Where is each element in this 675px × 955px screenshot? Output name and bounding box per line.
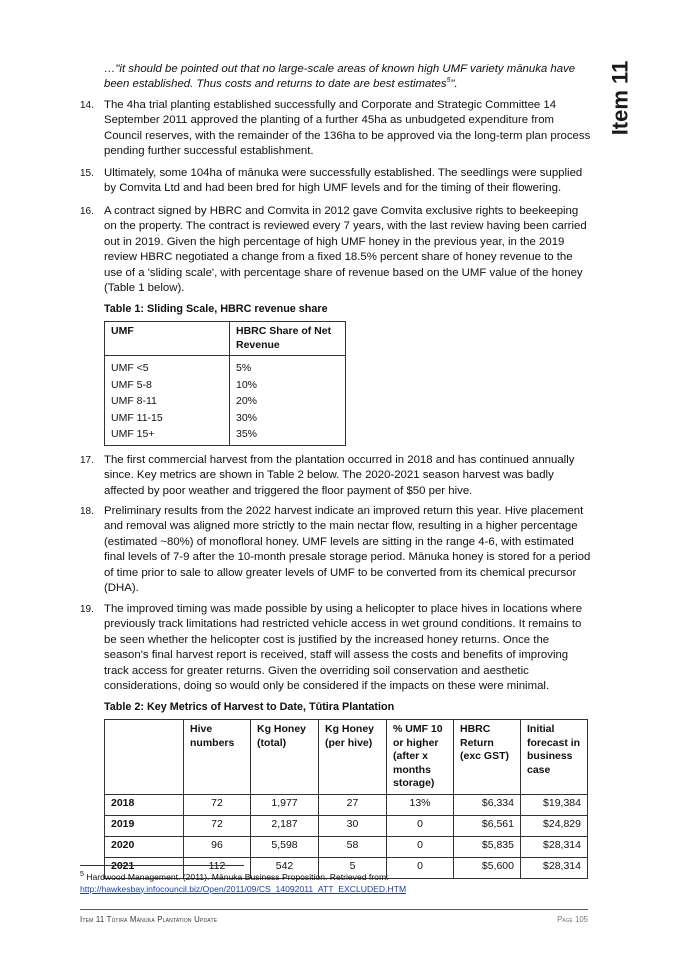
table-header-cell: HBRC Share of Net Revenue — [230, 322, 346, 356]
table-cell: 10% — [230, 378, 346, 395]
paragraph-number: 16. — [80, 206, 94, 217]
table-row — [105, 378, 346, 395]
table-cell: 1,977 — [251, 794, 319, 815]
table-cell: $6,334 — [454, 794, 521, 815]
table-cell: 27 — [319, 794, 387, 815]
table-cell: UMF 11-15 — [105, 411, 230, 428]
table-cell: 5% — [230, 356, 346, 378]
table-cell: 30 — [319, 815, 387, 836]
paragraph-number: 19. — [80, 604, 94, 615]
table-cell: 0 — [387, 857, 454, 878]
table-cell: UMF <5 — [105, 356, 230, 378]
footer-divider — [80, 909, 588, 910]
table-cell: 72 — [184, 794, 251, 815]
footnote-ref[interactable]: 5 — [446, 77, 451, 85]
paragraph-text: Preliminary results from the 2022 harvest indicate an improved return this year. Hive placement and removal was aligned more strictly to the main nectar flow, resulting in a higher percentage (estimated ~80%) of monofloral honey. UMF levels are sitting in the range 4-6, with estimated final levels of 7-9 after the 10-month presale storage period. Mānuka honey is stored for a period of time prior to sale to allow greater levels of UMF to be converted from its chemical precursor (DHA). — [104, 505, 591, 595]
table-cell: 2,187 — [251, 815, 319, 836]
footnote-link[interactable]: http://hawkesbay.infocouncil.biz/Open/2011/09/CS_14092011_ATT_EXCLUDED.HTM — [80, 883, 407, 894]
paragraph-number: 18. — [80, 506, 94, 517]
table-cell: 2020 — [105, 836, 184, 857]
table-cell: UMF 5-8 — [105, 378, 230, 395]
paragraph-16 — [80, 204, 600, 296]
table-header-row — [105, 720, 588, 795]
table-row — [105, 411, 346, 428]
table-cell: 20% — [230, 394, 346, 411]
paragraph-text: The 4ha trial planting established successfully and Corporate and Strategic Committee 14 September 2011 approved the planting of a further 45ha as unbudgeted expenditure from Council reserves, with the remainder of the 136ha to be approved via the long-term plan process pending further successful establishment. — [104, 99, 591, 158]
table-cell: 58 — [319, 836, 387, 857]
footnote-divider — [80, 865, 244, 866]
table-cell: $28,314 — [521, 857, 588, 878]
table-cell: 112 — [184, 857, 251, 878]
table-header-row — [105, 322, 346, 356]
table1-caption: Table 1: Sliding Scale, HBRC revenue share — [104, 303, 328, 315]
table-row — [105, 794, 588, 815]
table-cell: $5,835 — [454, 836, 521, 857]
footer-item-title: Item 11 Tūtira Mānuka Plantation Update — [80, 915, 218, 924]
table-cell: 5,598 — [251, 836, 319, 857]
table-cell: 2018 — [105, 794, 184, 815]
table-cell: 30% — [230, 411, 346, 428]
table-cell: 13% — [387, 794, 454, 815]
paragraph-18 — [80, 504, 600, 596]
paragraph-number: 15. — [80, 168, 94, 179]
footnote — [80, 872, 600, 895]
table-cell: UMF 8-11 — [105, 394, 230, 411]
paragraph-text: A contract signed by HBRC and Comvita in 2012 gave Comvita exclusive rights to beekeeping on the property. The contract is reviewed every 7 years, with the last review having been carried out in 2019. Given the high percentage of high UMF honey in the previous year, in the 2019 review HBRC negotiated a change from a fixed 18.5% percent share of honey revenue to the use of a 'sliding scale', with percentage share of revenue based on the UMF value of the honey (Table 1 below). — [104, 205, 587, 295]
table-row — [105, 394, 346, 411]
table-cell: $19,384 — [521, 794, 588, 815]
paragraph-19 — [80, 602, 600, 694]
item-label-text: Item 11 — [607, 60, 633, 136]
table-header-cell: Initial forecast in business case — [521, 720, 588, 795]
table-header-cell: UMF — [105, 322, 230, 356]
table-row — [105, 836, 588, 857]
paragraph-text: The first commercial harvest from the plantation occurred in 2018 and has continued annually since. Key metrics are shown in Table 2 below. The 2020-2021 season harvest was badly affected by poor weather and triggered the floor payment of $50 per hive. — [104, 454, 575, 497]
table-cell: 2019 — [105, 815, 184, 836]
table-cell: $5,600 — [454, 857, 521, 878]
paragraph-14 — [80, 98, 600, 160]
table-cell: $6,561 — [454, 815, 521, 836]
table-header-cell: Hive numbers — [184, 720, 251, 795]
table-sliding-scale — [104, 321, 346, 446]
paragraph-15 — [80, 166, 600, 197]
table2-caption: Table 2: Key Metrics of Harvest to Date, Tūtira Plantation — [104, 701, 395, 713]
table-cell: 0 — [387, 815, 454, 836]
table-cell: UMF 15+ — [105, 427, 230, 445]
table-header-cell: HBRC Return (exc GST) — [454, 720, 521, 795]
table-cell: $28,314 — [521, 836, 588, 857]
table-header-cell — [105, 720, 184, 795]
paragraph-text: The improved timing was made possible by using a helicopter to place hives in locations where previously track limitations had restricted vehicle access in wet ground conditions. It remains to be seen whether the helicopter cost is justified by the increased honey returns. Once the season's final harvest report is received, staff will assess the costs and benefits of improving track access for greater returns. Given the overriding soil conservation and aesthetic considerations, doing so would only be considered if the impacts on these were minimal. — [104, 603, 583, 693]
quote-end: ". — [450, 78, 458, 91]
table-row — [105, 427, 346, 445]
table-row — [105, 815, 588, 836]
table-cell: 542 — [251, 857, 319, 878]
table-cell: 72 — [184, 815, 251, 836]
table-cell: 5 — [319, 857, 387, 878]
table-cell: 96 — [184, 836, 251, 857]
table-cell: 2021 — [105, 857, 184, 878]
paragraph-17 — [80, 453, 600, 499]
table-cell: 35% — [230, 427, 346, 445]
footnote-mark: 5 — [80, 871, 84, 879]
table-header-cell: Kg Honey (per hive) — [319, 720, 387, 795]
quote-block — [104, 62, 584, 93]
footer-page-number: Page 105 — [557, 915, 588, 924]
table-header-cell: % UMF 10 or higher (after x months storage) — [387, 720, 454, 795]
table-cell: $24,829 — [521, 815, 588, 836]
item-side-label — [600, 58, 640, 138]
footnote-text: Hardwood Management. (2011). Mānuka Business Proposition. Retrieved from: — [83, 872, 389, 882]
quote-text: …"it should be pointed out that no large-scale areas of known high UMF variety mānuka have been established. Thus costs and returns to date are best estimates — [104, 63, 576, 91]
table-harvest-metrics — [104, 719, 588, 879]
table-row — [105, 356, 346, 378]
table-cell: 0 — [387, 836, 454, 857]
paragraph-number: 14. — [80, 100, 94, 111]
paragraph-number: 17. — [80, 455, 94, 466]
paragraph-text: Ultimately, some 104ha of mānuka were successfully established. The seedlings were supplied by Comvita Ltd and had been bred for high UMF levels and for the timing of their flowering. — [104, 167, 583, 195]
table-header-cell: Kg Honey (total) — [251, 720, 319, 795]
